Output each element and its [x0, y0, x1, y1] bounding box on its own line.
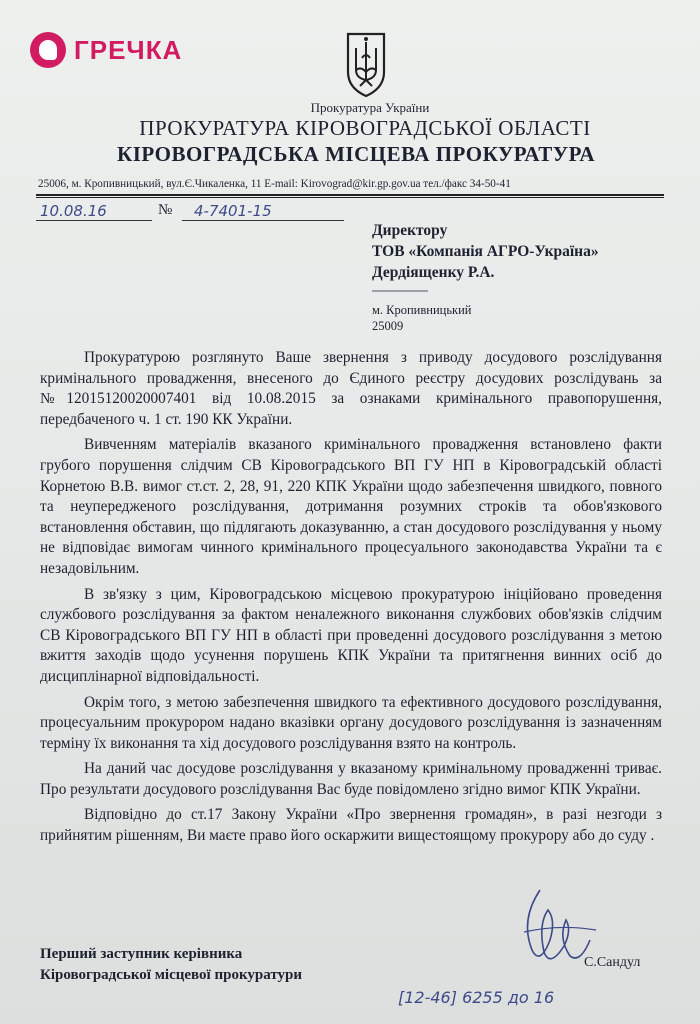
signatory-title-line: Перший заступник керівника	[40, 946, 243, 962]
body-paragraph: Вивченням матеріалів вказаного кримінального провадження встановлено факти грубого порушення слідчим СВ Кіровоградського ВП ГУ НП в Кіровоградській області Корнетою В.В. вимог ст.ст. 2, 28, 91, 220 КПК України щодо забезпечення швидкого, повного та неупередженого розслідування, дотримання розумних строків та обов'язкового встановлення обставин, що підлягають доказуванню, а стан досудового розслідування у ньому не відповідає вимогам чинного кримінального процесуального законодавства України та є незадовільним.	[40, 436, 662, 577]
registration-date: 10.08.16	[36, 202, 152, 221]
recipient-name: Дердіященку Р.А.	[372, 264, 495, 281]
signatory-title-line: Кіровоградської місцевої прокуратури	[40, 967, 302, 983]
recipient-zip: 25009	[372, 319, 404, 333]
brand-watermark	[30, 30, 182, 70]
letter-body	[40, 348, 662, 852]
registration-line	[36, 202, 336, 224]
body-paragraph: Відповідно до ст.17 Закону України «Про звернення громадян», в разі незгоди з прийнятим рішенням, Ви маєте право його оскаржити вищестоящому прокурору або до суду .	[40, 806, 662, 845]
recipient-position: Директору	[372, 222, 448, 239]
brand-name: ГРЕЧКА	[74, 34, 183, 65]
header-divider	[36, 194, 664, 196]
org-address: 25006, м. Кропивницький, вул.Є.Чикаленка, 11 E-mail: Kirovograd@kir.gp.gov.ua тел./факс 34-50-41	[38, 178, 511, 190]
org-subtitle: КІРОВОГРАДСЬКА МІСЦЕВА ПРОКУРАТУРА	[117, 142, 595, 166]
body-paragraph: На даний час досудове розслідування у вказаному кримінальному провадженні триває. Про результати досудового розслідування Вас буде повідомлено згідно вимог КПК України.	[40, 760, 662, 798]
header-divider-second	[36, 197, 664, 198]
recipient-block	[372, 220, 599, 283]
body-paragraph: Окрім того, з метою забезпечення швидкого та ефективного досудового розслідування, процесуальним прокурором надано вказівки органу досудового розслідування із зазначенням терміну їх виконання та хід досудового розслідування взято на контроль.	[40, 693, 662, 752]
signatory-title	[40, 944, 302, 986]
handwritten-reference: [12-46] 6255 до 16	[398, 988, 555, 1007]
body-paragraph: Прокуратурою розглянуто Ваше звернення з приводу досудового розслідування кримінального провадження, внесеного до Єдиного реєстру досудових розслідувань за №12015120020007401 від 10.08.2015 за ознаками кримінального правопорушення, передбаченого ч. 1 ст. 190 КК України.	[40, 349, 662, 428]
recipient-address	[372, 302, 472, 334]
registration-number-label: №	[158, 202, 173, 218]
pencil-mark	[372, 290, 428, 292]
coat-of-arms-icon	[345, 28, 387, 98]
brand-logo-icon	[30, 32, 66, 68]
registration-number: 4-7401-15	[182, 202, 344, 221]
recipient-company: ТОВ «Компанія АГРО-Україна»	[372, 243, 599, 260]
body-paragraph: В зв'язку з цим, Кіровоградською місцевою прокуратурою ініційовано проведення службового розслідування за фактом неналежного виконання службових обов'язків слідчим СВ Кіровоградського ВП ГУ НП в області при проведенні досудового розслідування з метою вжиття заходів щодо усунення порушень КПК України та притягнення винних осіб до дисциплінарної відповідальності.	[40, 585, 662, 685]
ministry-title: Прокуратура України	[310, 100, 430, 115]
org-title: ПРОКУРАТУРА КІРОВОГРАДСЬКОЇ ОБЛАСТІ	[139, 116, 591, 140]
recipient-city: м. Кропивницький	[372, 303, 472, 317]
signatory-name: С.Сандул	[584, 955, 641, 970]
